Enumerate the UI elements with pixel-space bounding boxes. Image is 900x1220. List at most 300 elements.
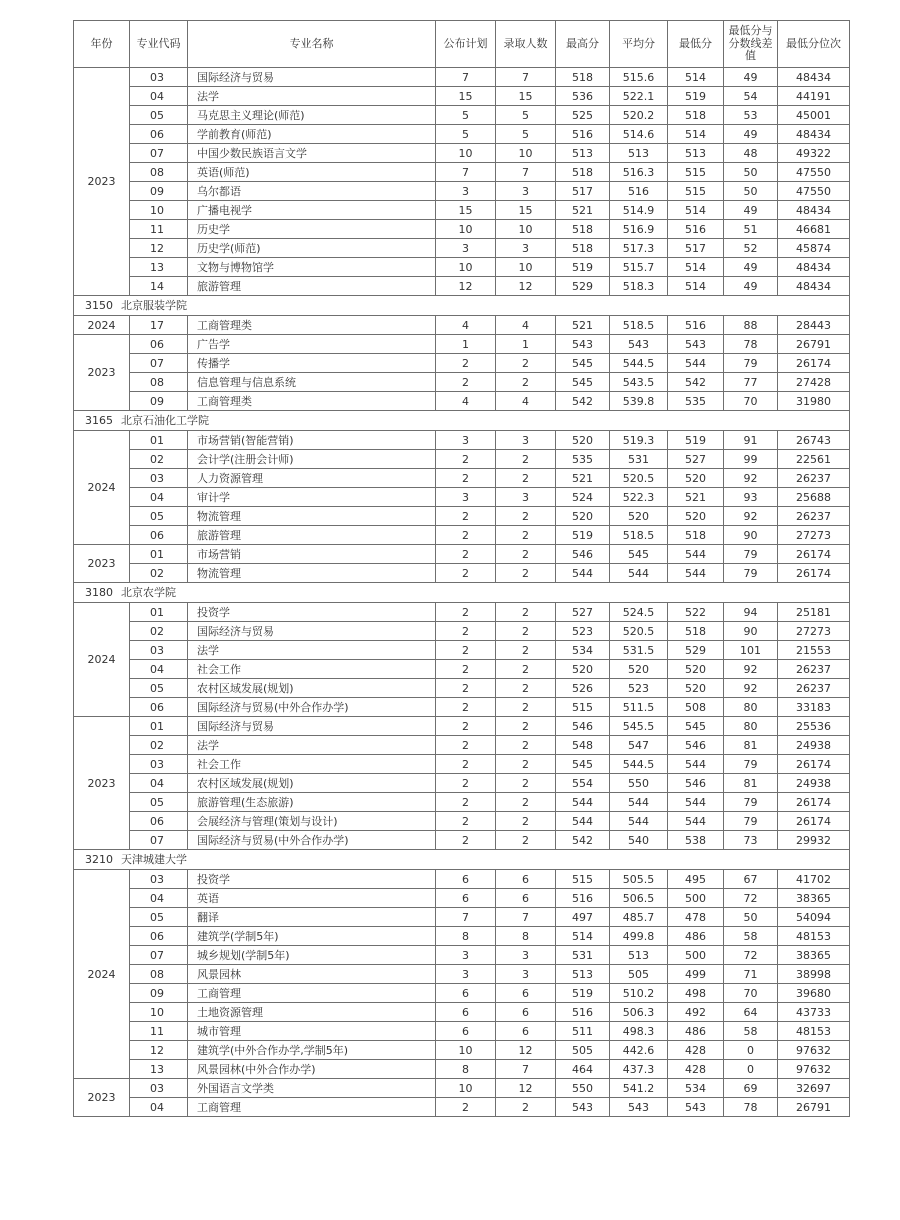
school-name: 北京石油化工学院 [121,414,209,427]
max-score-cell: 521 [556,316,610,335]
min-rank-cell: 48434 [778,258,850,277]
major-name-cell: 农村区域发展(规划) [188,774,436,793]
admitted-count-cell: 2 [496,450,556,469]
score-diff-cell: 79 [724,793,778,812]
min-score-cell: 499 [668,965,724,984]
min-rank-cell: 26791 [778,335,850,354]
major-name-cell: 物流管理 [188,507,436,526]
major-code-cell: 08 [130,163,188,182]
major-code-cell: 10 [130,1003,188,1022]
major-name-cell: 中国少数民族语言文学 [188,144,436,163]
admitted-count-cell: 1 [496,335,556,354]
score-diff-cell: 50 [724,908,778,927]
table-row [74,1003,850,1022]
max-score-cell: 543 [556,1098,610,1117]
min-score-cell: 538 [668,831,724,850]
max-score-cell: 526 [556,679,610,698]
min-score-cell: 546 [668,774,724,793]
major-code-cell: 06 [130,526,188,545]
table-row [74,755,850,774]
major-name-cell: 建筑学(中外合作办学,学制5年) [188,1041,436,1060]
table-row [74,182,850,201]
table-row [74,1098,850,1117]
table-row [74,373,850,392]
table-row [74,335,850,354]
max-score-cell: 525 [556,106,610,125]
min-rank-cell: 49322 [778,144,850,163]
min-rank-cell: 39680 [778,984,850,1003]
min-score-cell: 544 [668,354,724,373]
table-row [74,507,850,526]
min-rank-cell: 25688 [778,488,850,507]
min-score-cell: 498 [668,984,724,1003]
avg-score-cell: 518.5 [610,316,668,335]
admitted-count-cell: 7 [496,163,556,182]
table-row [74,1060,850,1079]
min-score-cell: 520 [668,469,724,488]
school-header [74,583,850,603]
table-row [74,870,850,889]
max-score-cell: 542 [556,831,610,850]
admitted-count-cell: 6 [496,889,556,908]
major-code-cell: 03 [130,755,188,774]
plan-count-cell: 10 [436,258,496,277]
header-row [74,21,850,68]
major-code-cell: 03 [130,641,188,660]
major-name-cell: 广播电视学 [188,201,436,220]
avg-score-cell: 524.5 [610,603,668,622]
plan-count-cell: 2 [436,831,496,850]
avg-score-cell: 544.5 [610,354,668,373]
major-code-cell: 02 [130,736,188,755]
min-score-cell: 514 [668,201,724,220]
admitted-count-cell: 2 [496,812,556,831]
major-name-cell: 社会工作 [188,660,436,679]
max-score-cell: 516 [556,889,610,908]
score-diff-cell: 49 [724,68,778,87]
max-score-cell: 514 [556,927,610,946]
admitted-count-cell: 2 [496,469,556,488]
min-rank-cell: 27273 [778,622,850,641]
table-row [74,717,850,736]
score-diff-cell: 73 [724,831,778,850]
admitted-count-cell: 2 [496,564,556,583]
admitted-count-cell: 8 [496,927,556,946]
avg-score-cell: 540 [610,831,668,850]
avg-score-cell: 505.5 [610,870,668,889]
admitted-count-cell: 2 [496,526,556,545]
avg-score-cell: 515.6 [610,68,668,87]
max-score-cell: 548 [556,736,610,755]
school-header [74,296,850,316]
plan-count-cell: 15 [436,201,496,220]
major-code-cell: 12 [130,1041,188,1060]
major-name-cell: 国际经济与贸易 [188,68,436,87]
max-score-cell: 536 [556,87,610,106]
admitted-count-cell: 6 [496,870,556,889]
school-name: 北京农学院 [121,586,176,599]
min-rank-cell: 26743 [778,431,850,450]
min-rank-cell: 26237 [778,660,850,679]
score-diff-cell: 80 [724,698,778,717]
major-name-cell: 法学 [188,736,436,755]
score-diff-cell: 92 [724,469,778,488]
max-score-cell: 544 [556,793,610,812]
header-min-rank: 最低分位次 [778,21,850,68]
plan-count-cell: 2 [436,1098,496,1117]
plan-count-cell: 6 [436,1003,496,1022]
score-diff-cell: 64 [724,1003,778,1022]
major-name-cell: 国际经济与贸易 [188,717,436,736]
table-row [74,889,850,908]
header-score-diff: 最低分与分数线差值 [724,21,778,68]
score-diff-cell: 81 [724,736,778,755]
max-score-cell: 464 [556,1060,610,1079]
major-code-cell: 05 [130,793,188,812]
min-score-cell: 518 [668,622,724,641]
plan-count-cell: 2 [436,641,496,660]
max-score-cell: 550 [556,1079,610,1098]
major-name-cell: 文物与博物馆学 [188,258,436,277]
plan-count-cell: 12 [436,277,496,296]
admission-score-table-page [73,20,849,1117]
table-row [74,660,850,679]
admitted-count-cell: 2 [496,831,556,850]
table-row [74,545,850,564]
major-name-cell: 城市管理 [188,1022,436,1041]
avg-score-cell: 513 [610,144,668,163]
min-rank-cell: 25181 [778,603,850,622]
score-diff-cell: 49 [724,201,778,220]
min-rank-cell: 26174 [778,564,850,583]
year-cell: 2024 [74,603,130,717]
year-cell: 2024 [74,431,130,545]
admitted-count-cell: 15 [496,201,556,220]
avg-score-cell: 499.8 [610,927,668,946]
score-diff-cell: 79 [724,564,778,583]
score-diff-cell: 99 [724,450,778,469]
max-score-cell: 497 [556,908,610,927]
min-score-cell: 478 [668,908,724,927]
admitted-count-cell: 2 [496,755,556,774]
min-score-cell: 520 [668,507,724,526]
plan-count-cell: 10 [436,220,496,239]
plan-count-cell: 10 [436,144,496,163]
score-diff-cell: 54 [724,87,778,106]
plan-count-cell: 2 [436,793,496,812]
avg-score-cell: 442.6 [610,1041,668,1060]
major-code-cell: 02 [130,564,188,583]
min-score-cell: 527 [668,450,724,469]
avg-score-cell: 498.3 [610,1022,668,1041]
table-row [74,698,850,717]
max-score-cell: 546 [556,545,610,564]
table-row [74,392,850,411]
major-code-cell: 01 [130,431,188,450]
admitted-count-cell: 10 [496,220,556,239]
header-admitted: 录取人数 [496,21,556,68]
max-score-cell: 518 [556,239,610,258]
min-rank-cell: 46681 [778,220,850,239]
plan-count-cell: 3 [436,965,496,984]
min-rank-cell: 26174 [778,354,850,373]
admitted-count-cell: 12 [496,277,556,296]
school-name: 北京服装学院 [121,299,187,312]
plan-count-cell: 2 [436,774,496,793]
max-score-cell: 535 [556,450,610,469]
min-rank-cell: 28443 [778,316,850,335]
table-row [74,1041,850,1060]
major-name-cell: 旅游管理 [188,526,436,545]
table-row [74,106,850,125]
major-code-cell: 06 [130,927,188,946]
table-row [74,831,850,850]
major-name-cell: 旅游管理(生态旅游) [188,793,436,812]
admitted-count-cell: 6 [496,984,556,1003]
major-code-cell: 01 [130,545,188,564]
plan-count-cell: 6 [436,870,496,889]
min-rank-cell: 33183 [778,698,850,717]
major-name-cell: 建筑学(学制5年) [188,927,436,946]
max-score-cell: 545 [556,755,610,774]
plan-count-cell: 4 [436,392,496,411]
avg-score-cell: 547 [610,736,668,755]
year-cell: 2023 [74,1079,130,1117]
max-score-cell: 544 [556,812,610,831]
avg-score-cell: 506.3 [610,1003,668,1022]
plan-count-cell: 2 [436,450,496,469]
min-score-cell: 486 [668,927,724,946]
avg-score-cell: 518.3 [610,277,668,296]
admitted-count-cell: 2 [496,793,556,812]
avg-score-cell: 520.5 [610,469,668,488]
school-code: 3210 [85,853,113,866]
min-rank-cell: 48153 [778,1022,850,1041]
major-name-cell: 法学 [188,641,436,660]
plan-count-cell: 2 [436,469,496,488]
min-score-cell: 520 [668,660,724,679]
min-rank-cell: 38365 [778,946,850,965]
major-name-cell: 市场营销(智能营销) [188,431,436,450]
admitted-count-cell: 3 [496,946,556,965]
admitted-count-cell: 5 [496,125,556,144]
avg-score-cell: 544.5 [610,755,668,774]
score-diff-cell: 71 [724,965,778,984]
major-name-cell: 会展经济与管理(策划与设计) [188,812,436,831]
table-row [74,946,850,965]
max-score-cell: 521 [556,201,610,220]
score-diff-cell: 94 [724,603,778,622]
score-diff-cell: 80 [724,717,778,736]
avg-score-cell: 511.5 [610,698,668,717]
major-name-cell: 英语 [188,889,436,908]
admitted-count-cell: 12 [496,1079,556,1098]
major-code-cell: 13 [130,258,188,277]
score-diff-cell: 67 [724,870,778,889]
max-score-cell: 519 [556,526,610,545]
score-diff-cell: 79 [724,545,778,564]
major-code-cell: 09 [130,182,188,201]
plan-count-cell: 7 [436,908,496,927]
major-name-cell: 历史学 [188,220,436,239]
avg-score-cell: 520 [610,660,668,679]
min-score-cell: 514 [668,258,724,277]
major-code-cell: 12 [130,239,188,258]
major-code-cell: 02 [130,622,188,641]
major-code-cell: 05 [130,106,188,125]
plan-count-cell: 2 [436,545,496,564]
max-score-cell: 518 [556,163,610,182]
major-name-cell: 翻译 [188,908,436,927]
avg-score-cell: 520.5 [610,622,668,641]
avg-score-cell: 520 [610,507,668,526]
score-diff-cell: 72 [724,946,778,965]
admitted-count-cell: 2 [496,717,556,736]
min-rank-cell: 22561 [778,450,850,469]
major-code-cell: 04 [130,87,188,106]
plan-count-cell: 2 [436,679,496,698]
table-row [74,450,850,469]
plan-count-cell: 6 [436,889,496,908]
min-score-cell: 500 [668,946,724,965]
major-code-cell: 07 [130,946,188,965]
school-code: 3180 [85,586,113,599]
school-header [74,411,850,431]
table-row [74,125,850,144]
major-code-cell: 14 [130,277,188,296]
min-rank-cell: 54094 [778,908,850,927]
major-code-cell: 05 [130,908,188,927]
min-rank-cell: 24938 [778,736,850,755]
min-score-cell: 544 [668,793,724,812]
major-name-cell: 国际经济与贸易(中外合作办学) [188,831,436,850]
major-name-cell: 国际经济与贸易(中外合作办学) [188,698,436,717]
admitted-count-cell: 3 [496,182,556,201]
major-name-cell: 英语(师范) [188,163,436,182]
min-score-cell: 515 [668,163,724,182]
admitted-count-cell: 2 [496,698,556,717]
year-cell: 2023 [74,717,130,850]
major-code-cell: 04 [130,488,188,507]
avg-score-cell: 544 [610,564,668,583]
min-rank-cell: 26237 [778,507,850,526]
admitted-count-cell: 3 [496,965,556,984]
max-score-cell: 511 [556,1022,610,1041]
header-min-score: 最低分 [668,21,724,68]
score-diff-cell: 77 [724,373,778,392]
major-name-cell: 市场营销 [188,545,436,564]
major-code-cell: 07 [130,831,188,850]
score-diff-cell: 72 [724,889,778,908]
avg-score-cell: 485.7 [610,908,668,927]
major-code-cell: 09 [130,392,188,411]
score-diff-cell: 48 [724,144,778,163]
min-score-cell: 534 [668,1079,724,1098]
major-code-cell: 11 [130,220,188,239]
table-row [74,258,850,277]
min-rank-cell: 32697 [778,1079,850,1098]
admitted-count-cell: 6 [496,1022,556,1041]
min-score-cell: 495 [668,870,724,889]
min-rank-cell: 26174 [778,793,850,812]
avg-score-cell: 543.5 [610,373,668,392]
min-rank-cell: 26237 [778,469,850,488]
admitted-count-cell: 2 [496,1098,556,1117]
min-rank-cell: 24938 [778,774,850,793]
avg-score-cell: 522.1 [610,87,668,106]
avg-score-cell: 514.6 [610,125,668,144]
major-name-cell: 旅游管理 [188,277,436,296]
min-score-cell: 508 [668,698,724,717]
avg-score-cell: 523 [610,679,668,698]
school-header-row [74,411,850,431]
plan-count-cell: 10 [436,1041,496,1060]
major-name-cell: 法学 [188,87,436,106]
admitted-count-cell: 3 [496,488,556,507]
max-score-cell: 542 [556,392,610,411]
max-score-cell: 515 [556,698,610,717]
major-code-cell: 07 [130,354,188,373]
major-code-cell: 09 [130,984,188,1003]
plan-count-cell: 10 [436,1079,496,1098]
admitted-count-cell: 3 [496,239,556,258]
school-header-row [74,850,850,870]
header-plan: 公布计划 [436,21,496,68]
table-row [74,965,850,984]
max-score-cell: 554 [556,774,610,793]
min-score-cell: 519 [668,431,724,450]
avg-score-cell: 515.7 [610,258,668,277]
max-score-cell: 527 [556,603,610,622]
table-row [74,603,850,622]
admitted-count-cell: 5 [496,106,556,125]
plan-count-cell: 4 [436,316,496,335]
admitted-count-cell: 2 [496,373,556,392]
major-name-cell: 信息管理与信息系统 [188,373,436,392]
table-row [74,774,850,793]
min-rank-cell: 48434 [778,201,850,220]
score-diff-cell: 92 [724,660,778,679]
max-score-cell: 544 [556,564,610,583]
admitted-count-cell: 15 [496,87,556,106]
score-diff-cell: 88 [724,316,778,335]
plan-count-cell: 8 [436,1060,496,1079]
min-rank-cell: 97632 [778,1060,850,1079]
plan-count-cell: 2 [436,812,496,831]
admitted-count-cell: 3 [496,431,556,450]
min-rank-cell: 47550 [778,182,850,201]
plan-count-cell: 3 [436,239,496,258]
min-score-cell: 514 [668,277,724,296]
plan-count-cell: 2 [436,622,496,641]
major-name-cell: 会计学(注册会计师) [188,450,436,469]
min-rank-cell: 45001 [778,106,850,125]
score-diff-cell: 101 [724,641,778,660]
major-name-cell: 工商管理 [188,1098,436,1117]
table-row [74,812,850,831]
min-rank-cell: 26174 [778,812,850,831]
plan-count-cell: 15 [436,87,496,106]
min-rank-cell: 38998 [778,965,850,984]
score-diff-cell: 52 [724,239,778,258]
min-rank-cell: 38365 [778,889,850,908]
major-name-cell: 广告学 [188,335,436,354]
avg-score-cell: 516.3 [610,163,668,182]
major-code-cell: 06 [130,125,188,144]
year-cell: 2023 [74,545,130,583]
min-score-cell: 543 [668,1098,724,1117]
score-diff-cell: 93 [724,488,778,507]
